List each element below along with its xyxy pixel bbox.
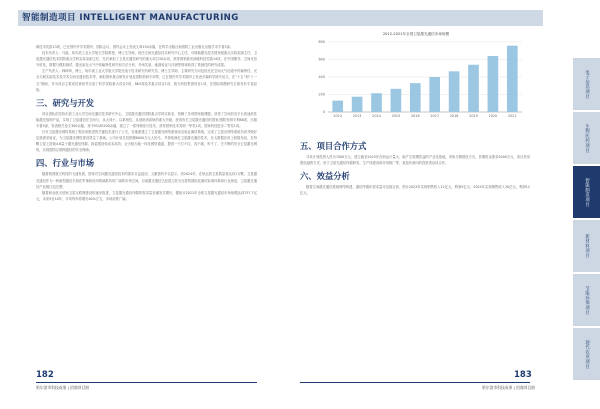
- tab-intelligent-manufacturing[interactable]: 智能制造项目: [573, 166, 600, 218]
- intro-paragraph-1: 硕技术奖励13项，已在国内外学术期刊、国际会议、国内会议上发表文章150余篇，在科学出版社和国防工业出版社出版学术专著3部。: [36, 45, 234, 49]
- tab-energy-environment[interactable]: 节能环保项目: [573, 274, 600, 326]
- right-footer-text: 哈尔滨市科技成果 | 招商项目册: [482, 385, 536, 390]
- chart-bar: [371, 93, 382, 112]
- x-tick-label: 2012: [333, 114, 343, 118]
- chart-bar: [391, 89, 402, 112]
- chart-bar: [468, 65, 479, 112]
- x-tick-label: 2015: [391, 114, 401, 118]
- y-tick-label: 200: [318, 92, 325, 97]
- x-tick-label: 2020: [488, 114, 498, 118]
- chart-title: 2012-2021年全国卫星激光通信市场规模: [382, 32, 450, 36]
- x-tick-label: 2019: [469, 114, 478, 118]
- cooperation-paragraph: 寻求计划投资人民币7000万元，建立截至2025年在轨运行量大、能产生规模效益的产业化基地，采取分期建设方式，首期资金需求5000万元，项目采用股权融资方式，用于卫星光通信终端研发、生产线建设和市场推广等，欢迎有意向的投资者洽谈合作。: [300, 155, 530, 166]
- left-column: [36, 44, 257, 202]
- x-tick-label: 2014: [372, 114, 381, 118]
- market-paragraph-2: 随着商业航天低轨卫星互联网建设的逐步推进，卫星激光通信终端的需求量呈爆发式增长，据统计2021年全球卫星激光通信市场规模达到757.7亿元，未来5至10年，平均每年将增长40%左右，市场前景广阔。: [36, 190, 257, 201]
- y-tick-label: 600: [318, 57, 325, 62]
- chart-bar: [507, 46, 518, 112]
- benefit-paragraph: 随着空间激光通信系统网络构建，通信终端年需求量可达数百套，预计2023年实现销售收入12亿元，利润5亿元；2024年实现销售收入30亿元，利润12亿元。: [300, 185, 530, 196]
- x-tick-label: 2018: [449, 114, 459, 118]
- heading-cooperation-mode: 五、项目合作方式: [300, 141, 367, 151]
- rd-paragraph-1: 项目团队依托哈尔滨工业大学空间光通信技术研究中心，卫星激光通信国防重点学科实验室，依赖了各项国家级课题，获得了空间信息平台高速高性能激光组网产品，实现了卫星通信在空间与、从大到小、以系统性、从低轨到高轨的重大突破，获得有关卫星激光通信的国家/国防发明专利88项，出版专著5部，发表相关论文300余篇，其中SCI/EI200余篇，建立了一系列理论与技术，获得国家技术发明一等奖1项，国家科技进步二等奖1项。: [36, 111, 257, 128]
- chart-bar: [429, 77, 440, 112]
- chart-bar: [332, 101, 343, 112]
- rd-paragraph-2: 针对卫星激光网络系统工程应用推进的关键技术进行了公关，在地面建立了卫星激光网络系统动态验证测试系统，完成了卫星光网络系统仿真并做好定航需求验证，为卫星激光网络建设奠定了基础。公司计划总投资额6000万元人民币，并持续深化卫星激光通信技术，在大数据应用上积极布局，在每颗卫星上搭载4.6量子激光通信终端，探索建设低成本高效、全天候天地一体化网络通道，提供一个打不住、攻不破、听不了、关不断的安全卫星激光网络，实现国防互联网通信的安全保障。: [36, 130, 257, 153]
- tab-electronic-info[interactable]: 电子信息项目: [573, 58, 600, 110]
- y-tick-label: 400: [318, 75, 325, 80]
- x-tick-label: 2021: [507, 114, 517, 118]
- tab-new-materials[interactable]: 新材料项目: [573, 220, 600, 272]
- right-column: [300, 136, 530, 196]
- chart-bar: [410, 83, 421, 112]
- right-footer-line: [300, 382, 530, 383]
- chart-svg: [300, 28, 532, 127]
- left-footer-text: 哈尔滨市科技成果 | 招商项目册: [36, 385, 90, 390]
- tab-biomedicine[interactable]: 生物医药项目: [573, 112, 600, 164]
- tab-modern-agriculture[interactable]: 现代农业项目: [573, 328, 600, 380]
- x-tick-label: 2017: [430, 114, 440, 118]
- chart-bar: [488, 56, 499, 112]
- market-paragraph-1: 随着我国航天科技的飞速发展，国家对空间激光通信技术的需求日益迫切，文献资料予以显示，到2024年，在轨运营卫星数量将达到1万颗，卫星激光通信作为一种新型通信手段在军事和民用领域都具有广阔的市场空间，目前激光通信已经建立较为完善的国际化测试标准体系和行业规范，卫星激光通信产业链日趋完整。: [36, 172, 257, 189]
- section-header-title: 智能制造项目 INTELLIGENT MANUFACTURING: [22, 13, 239, 23]
- chart-bar: [352, 97, 363, 112]
- section-tabs: [567, 0, 600, 409]
- y-tick-label: 0: [322, 110, 325, 115]
- chart-bar: [449, 71, 460, 112]
- heading-industry-market: 四、行业与市场: [36, 158, 95, 169]
- left-page-number: 182: [36, 370, 54, 380]
- intro-paragraph-3: 生产负责人：韩琦琦，博士，哈尔滨工业大学航天学院光电子技术研究所研究员，博士生导师，主要研究方向包括光在空间大气信道中传输特性、光全天候实验技术及学术空间光通信技术等，承担国家重点研发计划及国防预研专项等，已在国内外学术期刊上发表多篇科学研究论文，在“十五”和“十一五”期间，作为项目主要成员承担并完成了科学试验重大项目2项、863高技术重点项目1项、航天科技集团项目1项，在国际规模研究方面具有丰富经验。: [36, 69, 257, 92]
- intro-paragraph-2: 技术负责人：马晶，哈尔滨工业大学航天学院教授，博士生导师，现任空间光通信技术研究中心主任，可调谐激光技术国家级重点实验室副主任，卫星激光通信技术国防重点学科实验室副主任，先后承担了卫星光通信研究的重大项目30余项，获得国家级省部级科技奖励14项，在中国期刊、空间光信号收发、数据与模拟测试、激光束在大气中传输特性研究和方法分析、外场实验、地面验证与评测等领域取得了系统性的研究成果。: [36, 51, 257, 68]
- market-size-chart: [300, 28, 532, 127]
- x-tick-label: 2013: [352, 114, 362, 118]
- left-footer-line: [36, 382, 257, 383]
- heading-benefit-analysis: 六、效益分析: [300, 171, 350, 182]
- x-tick-label: 2016: [410, 114, 420, 118]
- heading-research-development: 三、研究与开发: [36, 97, 95, 108]
- right-page-number: 183: [514, 370, 532, 380]
- y-tick-label: 800: [318, 40, 325, 45]
